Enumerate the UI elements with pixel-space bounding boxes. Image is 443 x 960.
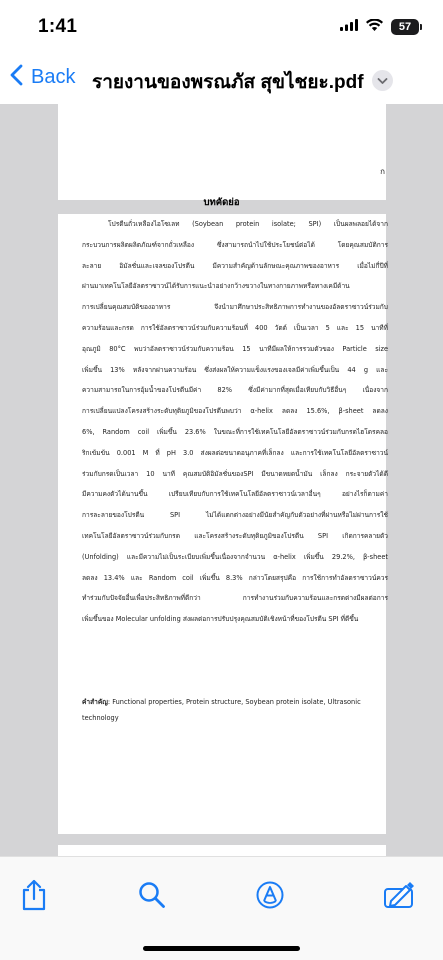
status-time: 1:41	[38, 16, 78, 37]
chevron-down-icon	[377, 72, 388, 90]
back-button[interactable]	[10, 64, 75, 91]
title-menu-button[interactable]	[372, 70, 393, 91]
wifi-icon	[366, 18, 383, 36]
abstract-body	[82, 214, 388, 630]
keywords-label: คำสำคัญ	[82, 698, 108, 706]
document-title[interactable]: รายงานของพรณภัส สุขไชยะ.pdf	[92, 72, 364, 93]
status-icons	[340, 18, 419, 36]
abstract-line: (Unfolding) และมีความไม่เป็นระเบียบเพิ่มขึ้นเนื่องจากจำนวน α-helix เพิ่มขึ้น 29.2%, β-sheet	[82, 552, 388, 561]
markup-button[interactable]	[252, 879, 288, 915]
abstract-line: 6%, Random coil เพิ่มขึ้น 23.6% ในขณะที่การใช้เทคโนโลยีอัลตราซาวน์ร่วมกับกรดไฮโดรคลอ	[82, 427, 388, 436]
abstract-line: การเปลี่ยนคุณสมบัติของอาหาร จึงนำมาศึกษาประสิทธิภาพการทำงานของอัลตราซาวน์ร่วมกับ	[82, 303, 388, 312]
abstract-line: ทำร่วมกับปัจจัยอื่นเพื่อประสิทธิภาพที่ดีกว่า การทำงานร่วมกับความร้อนและกรดต่างมีผลต่อการ	[82, 594, 388, 603]
chevron-left-icon	[10, 64, 23, 91]
abstract-line: โปรตีนถั่วเหลืองไอโซเลท (Soybean protein isolate; SPI) เป็นผลพลอยได้จาก	[108, 220, 388, 228]
signal-icon	[340, 18, 358, 36]
abstract-line: ความสามารถในการอุ้มน้ำของโปรตีนมีค่า 82% ซึ่งมีค่ามากที่สุดเมื่อเทียบกับวิธีอื่นๆ เนื่องจาก	[82, 386, 388, 395]
abstract-line: มีความคงตัวได้นานขึ้น เปรียบเทียบกับการใช้เทคโนโลยีอัลตราซาวน์เวลาอื่นๆ อย่างไรก็ตามค่า	[82, 490, 388, 499]
share-button[interactable]	[16, 879, 52, 915]
abstract-line: อุณภูมิ 80°C พบว่าอัลตราซาวน์ร่วมกับความร้อน 15 นาทีมีผลให้การรวมตัวของ Particle size	[82, 344, 388, 353]
annotate-button[interactable]	[382, 879, 418, 915]
abstract-line: เพิ่มขึ้นของ Molecular unfolding ส่งผลต่อการปรับปรุงคุณสมบัติเชิงหน้าที่ของโปรตีน SPI ที่ดีขึ้น	[82, 615, 359, 624]
keywords	[82, 694, 388, 726]
abstract-line: เพิ่มขึ้น 13% หลังจากผ่านความร้อน ซึ่งส่งผลให้ความแข็งแรงของเจลมีค่าเพิ่มขึ้นเป็น 44 g และ	[82, 365, 388, 374]
abstract-line: ลดลง 13.4% และ Random coil เพิ่มขึ้น 8.3% กล่าวโดยสรุปคือ การใช้การทำอัลตราซาวน์ควร	[82, 573, 388, 582]
search-icon	[138, 881, 166, 914]
bottom-toolbar	[0, 856, 443, 960]
abstract-line: กระบวนการผลิตผลิตภัณฑ์จากถั่วเหลือง ซึ่งสามารถนำไปใช้ประโยชน์ต่อได้ โดยคุณสมบัติการ	[82, 240, 388, 249]
annotate-icon	[383, 881, 417, 914]
search-button[interactable]	[134, 879, 170, 915]
status-bar	[0, 0, 443, 54]
share-icon	[21, 879, 47, 916]
home-indicator	[143, 946, 300, 951]
next-page[interactable]	[58, 845, 386, 856]
abstract-line: เทคโนโลยีอัลตราซาวน์ร่วมกับกรด และโครงสร้างระดับทุติยภูมิของโปรตีน SPI เกิดการคลายตัว	[82, 531, 388, 540]
abstract-line: การเปลี่ยนแปลงโครงสร้างระดับทุติยภูมิของโปรตีนพบว่า α-helix ลดลง 15.6%, β-sheet ลดลง	[82, 407, 388, 416]
back-label: Back	[31, 66, 76, 88]
abstract-line: ความร้อนและกรด การใช้อัลตราซาวน์ร่วมกับความร้อนที่ 400 วัตต์ เป็นเวลา 5 และ 15 นาทีที่	[82, 323, 388, 332]
keywords-text: : Functional properties, Protein structure, Soybean protein isolate, Ultrasonic technology	[82, 698, 361, 722]
abstract-line: ร่วมกับกรดเป็นเวลา 10 นาที คุณสมบัติอิมัลชั่นของSPI มีขนาดหยดน้ำมัน เล็กลง กระจายตัวได้ดี	[82, 469, 388, 478]
markup-pen-icon	[255, 880, 285, 915]
battery-icon: 57	[391, 19, 419, 35]
previous-page[interactable]	[58, 104, 386, 200]
abstract-line: การละลายของโปรตีน SPI ไม่ได้แตกต่างอย่างมีนัยสำคัญกับตัวอย่างที่ผ่านหรือไม่ผ่านการใช้	[82, 511, 388, 520]
abstract-line: ละลาย อิมัลชั่นและเจลของโปรตีน มีความสำคัญด้านลักษณะคุณภาพของอาหาร เมื่อไม่กี่ปีที่	[82, 261, 388, 270]
page-number: ก	[380, 167, 385, 176]
nav-bar	[0, 54, 443, 104]
abstract-line: ริกเข้มข้น 0.001 M ที่ pH 3.0 ส่งผลต่อขนาดอนุภาคที่เล็กลง และการใช้เทคโนโลยีอัลตราซาวน์	[82, 448, 388, 457]
abstract-line: ผ่านมาเทคโนโลยีอัลตราซาวน์ได้รับการแนะนำอย่างกว้างขวางในทางกายภาพหรือทางเคมีด้าน	[82, 282, 350, 291]
abstract-title: บทคัดย่อ	[203, 197, 240, 208]
